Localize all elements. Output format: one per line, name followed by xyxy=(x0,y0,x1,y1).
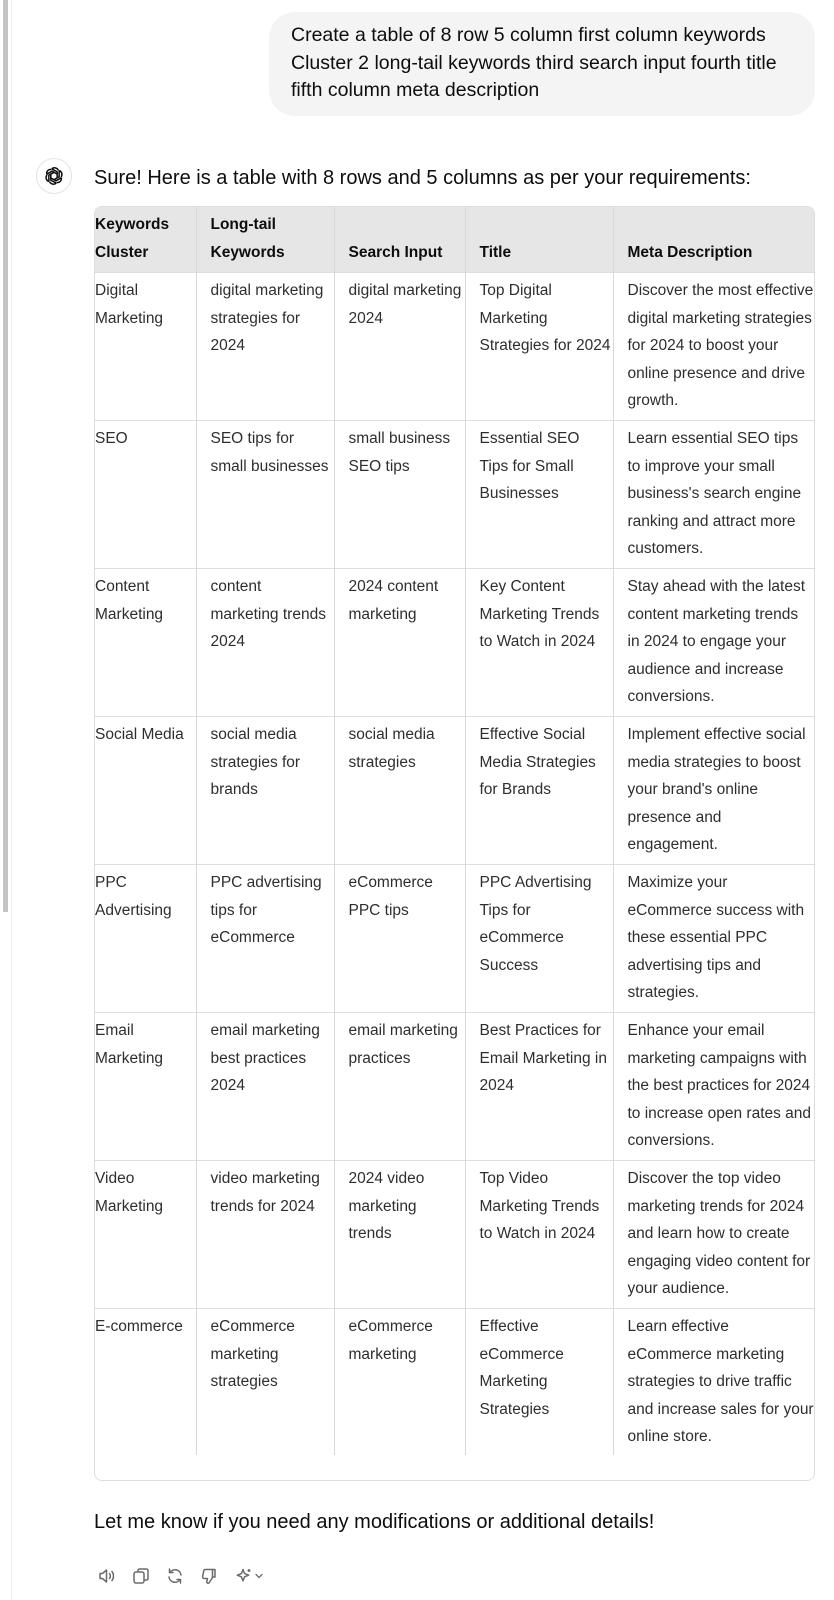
table-cell: small business SEO tips xyxy=(334,421,465,569)
table-cell: social media strategies xyxy=(334,717,465,865)
chevron-down-icon xyxy=(254,1571,264,1581)
regenerate-button[interactable] xyxy=(164,1565,186,1587)
table-row xyxy=(95,865,815,1013)
message-actions-bar xyxy=(96,1565,266,1587)
regenerate-icon xyxy=(165,1566,185,1586)
table-row xyxy=(95,569,815,717)
scrollbar-thumb[interactable] xyxy=(3,0,8,912)
header-search-input: Search Input xyxy=(334,207,465,273)
table-cell: Social Media xyxy=(95,717,196,865)
table-cell: Top Video Marketing Trends to Watch in 2024 xyxy=(465,1161,613,1309)
table-cell: 2024 content marketing xyxy=(334,569,465,717)
table-cell: content marketing trends 2024 xyxy=(196,569,334,717)
copy-icon xyxy=(131,1566,151,1586)
table-cell: Content Marketing xyxy=(95,569,196,717)
sparkle-model-icon xyxy=(234,1566,254,1586)
table-cell: Essential SEO Tips for Small Businesses xyxy=(465,421,613,569)
table-cell: digital marketing 2024 xyxy=(334,273,465,421)
table-row xyxy=(95,1161,815,1309)
table-cell: PPC Advertising Tips for eCommerce Success xyxy=(465,865,613,1013)
table-row xyxy=(95,273,815,421)
assistant-outro-text: Let me know if you need any modifications or additional details! xyxy=(94,1511,655,1533)
table-cell: Top Digital Marketing Strategies for 2024 xyxy=(465,273,613,421)
table-cell: Effective eCommerce Marketing Strategies xyxy=(465,1309,613,1455)
switch-model-button[interactable] xyxy=(232,1565,266,1587)
scrollbar-track xyxy=(11,0,12,1600)
table-cell: 2024 video marketing trends xyxy=(334,1161,465,1309)
table-cell: Learn essential SEO tips to improve your small business's search engine ranking and attract more customers. xyxy=(613,421,815,569)
read-aloud-button[interactable] xyxy=(96,1565,118,1587)
table-row xyxy=(95,1013,815,1161)
assistant-intro-text: Sure! Here is a table with 8 rows and 5 columns as per your requirements: xyxy=(94,167,751,189)
table-cell: email marketing best practices 2024 xyxy=(196,1013,334,1161)
table-cell: Stay ahead with the latest content marketing trends in 2024 to engage your audience and increase conversions. xyxy=(613,569,815,717)
table-cell: eCommerce marketing xyxy=(334,1309,465,1455)
table-cell: email marketing practices xyxy=(334,1013,465,1161)
keyword-table-container xyxy=(94,206,815,1481)
table-cell: video marketing trends for 2024 xyxy=(196,1161,334,1309)
openai-logo-icon xyxy=(42,164,66,188)
table-cell: Enhance your email marketing campaigns with the best practices for 2024 to increase open rates and conversions. xyxy=(613,1013,815,1161)
header-keywords-cluster: Keywords Cluster xyxy=(95,207,196,273)
table-cell: Best Practices for Email Marketing in 2024 xyxy=(465,1013,613,1161)
table-cell: PPC Advertising xyxy=(95,865,196,1013)
keyword-table xyxy=(95,207,815,1455)
table-cell: digital marketing strategies for 2024 xyxy=(196,273,334,421)
table-row xyxy=(95,421,815,569)
table-cell: Discover the most effective digital marketing strategies for 2024 to boost your online presence and drive growth. xyxy=(613,273,815,421)
table-cell: Learn effective eCommerce marketing strategies to drive traffic and increase sales for your online store. xyxy=(613,1309,815,1455)
table-row xyxy=(95,1309,815,1455)
table-cell: SEO xyxy=(95,421,196,569)
table-cell: Key Content Marketing Trends to Watch in 2024 xyxy=(465,569,613,717)
header-long-tail-keywords: Long-tail Keywords xyxy=(196,207,334,273)
table-cell: Video Marketing xyxy=(95,1161,196,1309)
header-title: Title xyxy=(465,207,613,273)
copy-button[interactable] xyxy=(130,1565,152,1587)
table-row xyxy=(95,717,815,865)
user-message-text: Create a table of 8 row 5 column first column keywords Cluster 2 long-tail keywords third search input fourth title fifth column meta description xyxy=(291,24,777,101)
table-cell: social media strategies for brands xyxy=(196,717,334,865)
table-cell: SEO tips for small businesses xyxy=(196,421,334,569)
table-cell: Implement effective social media strategies to boost your brand's online presence and engagement. xyxy=(613,717,815,865)
table-cell: eCommerce PPC tips xyxy=(334,865,465,1013)
thumbs-down-icon xyxy=(199,1566,219,1586)
table-cell: Email Marketing xyxy=(95,1013,196,1161)
header-meta-description: Meta Description xyxy=(613,207,815,273)
assistant-avatar xyxy=(36,158,72,194)
user-message-bubble xyxy=(269,12,815,116)
table-cell: E-commerce xyxy=(95,1309,196,1455)
read-aloud-icon xyxy=(97,1566,117,1586)
table-cell: Digital Marketing xyxy=(95,273,196,421)
bad-response-button[interactable] xyxy=(198,1565,220,1587)
table-cell: eCommerce marketing strategies xyxy=(196,1309,334,1455)
table-cell: Effective Social Media Strategies for Brands xyxy=(465,717,613,865)
table-header-row xyxy=(95,207,815,273)
table-cell: PPC advertising tips for eCommerce xyxy=(196,865,334,1013)
table-cell: Maximize your eCommerce success with these essential PPC advertising tips and strategies. xyxy=(613,865,815,1013)
table-cell: Discover the top video marketing trends for 2024 and learn how to create engaging video content for your audience. xyxy=(613,1161,815,1309)
